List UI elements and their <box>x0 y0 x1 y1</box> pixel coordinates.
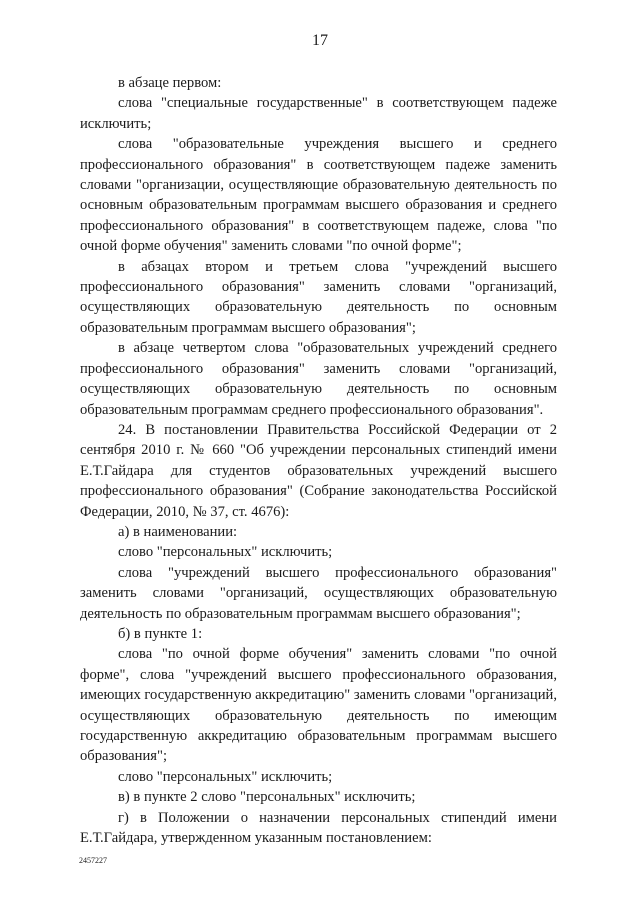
paragraph: слова "специальные государственные" в соответствующем падеже исключить; <box>80 95 557 132</box>
paragraph: в) в пункте 2 слово "персональных" исключить; <box>118 789 416 806</box>
paragraph: в абзацах втором и третьем слова "учреждений высшего профессионального образования" заменить словами "организаций, осуществляющих образовательную деятельность по основным образовательным программам высшего образования"; <box>80 258 557 336</box>
paragraph: слово "персональных" исключить; <box>118 544 333 561</box>
document-id: 2457227 <box>79 856 107 865</box>
paragraph: слова "образовательные учреждения высшего и среднего профессионального образования" в соответствующем падеже заменить словами "организации, осуществляющие образовательную деятельность по основным образовательным программам высшего образования и среднего профессионального образования" в соответствующем падеже, слова "по очной форме обучения" заменить словами "по очной форме"; <box>80 136 557 255</box>
paragraph: а) в наименовании: <box>118 523 238 540</box>
paragraph: г) в Положении о назначении персональных стипендий имени Е.Т.Гайдара, утвержденном указанным постановлением: <box>80 809 557 847</box>
paragraph: б) в пункте 1: <box>118 625 203 642</box>
paragraph: 24. В постановлении Правительства Российской Федерации от 2 сентября 2010 г. № 660 "Об учреждении персональных стипендий имени Е.Т.Гайдара для студентов образовательных учреждений высшего профессионального образования" (Собрание законодательства Российской Федерации, 2010, № 37, ст. 4676): <box>80 421 557 520</box>
document-body <box>80 73 557 848</box>
paragraph: в абзаце первом: <box>118 75 222 91</box>
paragraph: слово "персональных" исключить; <box>118 768 333 785</box>
paragraph: в абзаце четвертом слова "образовательных учреждений среднего профессионального образования" заменить словами "организаций, осуществляющих образовательную деятельность по основным образовательным программам среднего профессионального образования". <box>80 340 557 418</box>
page-number: 17 <box>312 32 328 49</box>
paragraph: слова "учреждений высшего профессионального образования" заменить словами "организаций, осуществляющих образовательную деятельность по образовательным программам высшего образования"; <box>80 564 557 622</box>
paragraph: слова "по очной форме обучения" заменить словами "по очной форме", слова "учреждений высшего профессионального образования, имеющих государственную аккредитацию" заменить словами "организаций, осуществляющих образовательную деятельность по имеющим государственную аккредитацию образовательным программам высшего образования"; <box>80 646 557 765</box>
